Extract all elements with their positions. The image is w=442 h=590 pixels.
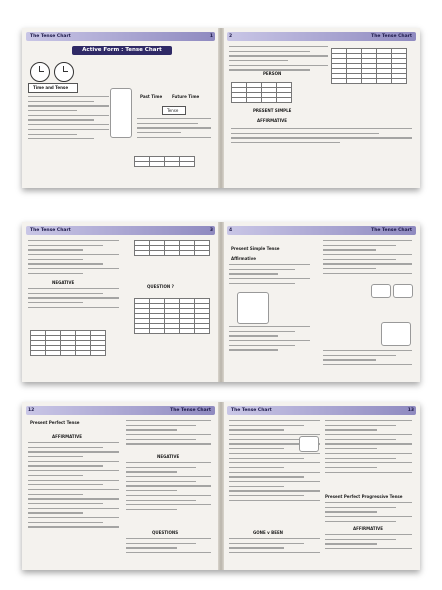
label-future-time: Future Time [172,94,200,99]
section-present-perfect-progressive: Present Perfect Progressive Tense [325,494,403,499]
section-affirmative: Affirmative [231,256,256,261]
page-13 [223,402,420,570]
section-gone-been: GONE v BEEN [253,530,284,535]
chart-title: Active Form : Tense Chart [72,46,172,55]
page-3 [22,222,219,382]
negative-table [30,330,106,356]
dog-icon [371,284,391,298]
cyclist-icon [299,436,319,452]
page-12 [22,402,219,570]
page-number: 4 [229,228,233,233]
section-questions: QUESTIONS [152,530,179,535]
header-title: The Tense Chart [170,408,211,413]
section-affirmative: AFFIRMATIVE [257,118,287,123]
label-past-time: Past Time [140,94,163,99]
section-present-perfect: Present Perfect Tense [30,420,80,425]
verb-table [331,48,407,84]
page-1 [22,28,219,188]
tense-type-table [134,156,195,167]
section-present-simple-tense: Present Simple Tense [231,246,280,251]
person-table [231,82,292,103]
page-number: 13 [407,408,414,413]
page-number: 2 [229,34,233,39]
tense-label: Tense [167,108,179,113]
header-title: The Tense Chart [231,408,272,413]
tense-table-top [134,240,210,256]
section-negative: NEGATIVE [52,280,75,285]
page-2 [223,28,420,188]
girl-figure [110,88,132,138]
page-number: 12 [28,408,35,413]
page-header [26,32,215,41]
book-spread-1 [22,28,420,188]
box-label: Time and Tense [33,85,69,90]
clock-icon [54,62,74,82]
time-tense-box [28,83,78,93]
page-header [227,226,416,235]
section-negative: NEGATIVE [157,454,180,459]
section-affirmative: AFFIRMATIVE [52,434,82,439]
header-title: The Tense Chart [371,34,412,39]
tiger-figure [381,322,411,346]
clock-icon [30,62,50,82]
dog-icon [393,284,413,298]
question-table [134,298,210,334]
book-spread-3 [22,402,420,570]
page-header [227,32,416,41]
page-4 [223,222,420,382]
book-spread-2 [22,222,420,382]
page-number: 1 [209,34,213,39]
page-header [26,226,215,235]
page-header [227,406,416,415]
page-header [26,406,215,415]
header-title: The Tense Chart [30,228,71,233]
page-number: 3 [209,228,213,233]
header-title: The Tense Chart [371,228,412,233]
section-person: PERSON [263,71,282,76]
tense-box [162,106,186,115]
section-question: QUESTION ? [147,284,174,289]
section-present-simple: PRESENT SIMPLE [253,108,292,113]
header-title: The Tense Chart [30,34,71,39]
sign-language-figure [237,292,269,324]
section-affirmative-2: AFFIRMATIVE [353,526,383,531]
